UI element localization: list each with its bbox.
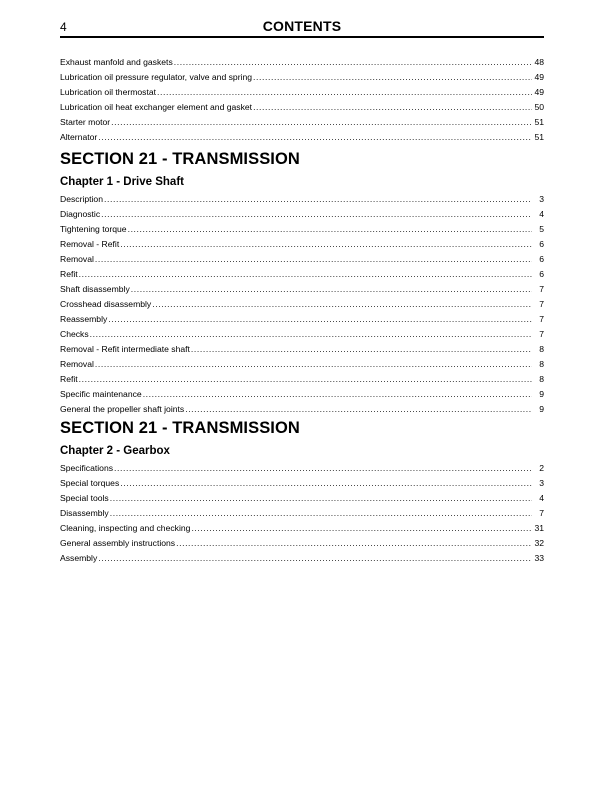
toc-entry-label: Exhaust manfold and gaskets	[60, 57, 173, 67]
leader-dots	[131, 282, 532, 297]
toc-entry-label: Cleaning, inspecting and checking	[60, 523, 191, 533]
toc-entry-label: Tightening torque	[60, 224, 127, 234]
toc-entry[interactable]	[60, 342, 544, 357]
leader-dots	[152, 297, 532, 312]
toc-entry-label: Shaft disassembly	[60, 284, 130, 294]
toc-entry-page: 51	[534, 132, 544, 142]
toc-entry-page: 49	[534, 72, 544, 82]
leader-dots	[90, 327, 532, 342]
leader-dots	[95, 357, 532, 372]
toc-entry-page: 8	[539, 344, 544, 354]
leader-dots	[176, 536, 532, 551]
leader-dots	[79, 267, 532, 282]
toc-entry[interactable]	[60, 55, 544, 70]
toc-entry-page: 3	[539, 478, 544, 488]
toc-entry-page: 7	[539, 284, 544, 294]
toc-entry[interactable]	[60, 506, 544, 521]
toc-entry-label: Removal	[60, 359, 94, 369]
toc-entry-label: Assembly	[60, 553, 98, 563]
toc-continued-block	[60, 55, 544, 145]
toc-entry[interactable]	[60, 100, 544, 115]
leader-dots	[110, 491, 532, 506]
toc-entry[interactable]	[60, 115, 544, 130]
section-title: SECTION 21 - TRANSMISSION	[60, 150, 300, 168]
section-title: SECTION 21 - TRANSMISSION	[60, 419, 300, 437]
toc-entry[interactable]	[60, 357, 544, 372]
toc-entry-label: Specific maintenance	[60, 389, 142, 399]
chapter-title: Chapter 2 - Gearbox	[60, 445, 170, 457]
toc-entry[interactable]	[60, 297, 544, 312]
toc-entry-page: 6	[539, 239, 544, 249]
toc-entry[interactable]	[60, 237, 544, 252]
toc-entry-label: Removal - Refit	[60, 239, 120, 249]
leader-dots	[108, 312, 532, 327]
toc-entry[interactable]	[60, 252, 544, 267]
toc-section-gearbox	[60, 417, 544, 566]
toc-entry-page: 7	[539, 314, 544, 324]
toc-entry[interactable]	[60, 70, 544, 85]
leader-dots	[191, 521, 532, 536]
toc-entry-page: 6	[539, 254, 544, 264]
toc-entry[interactable]	[60, 476, 544, 491]
toc-entry-page: 49	[534, 87, 544, 97]
leader-dots	[111, 115, 532, 130]
leader-dots	[104, 192, 532, 207]
toc-entry-page: 4	[539, 209, 544, 219]
toc-entry-page: 7	[539, 299, 544, 309]
toc-entry[interactable]	[60, 521, 544, 536]
leader-dots	[98, 551, 532, 566]
toc-entry-label: Lubrication oil heat exchanger element and gasket	[60, 102, 253, 112]
toc-entry-label: Refit	[60, 269, 78, 279]
toc-entry-page: 5	[539, 224, 544, 234]
toc-entry-page: 9	[539, 404, 544, 414]
chapter-title: Chapter 1 - Drive Shaft	[60, 176, 184, 188]
leader-dots	[174, 55, 532, 70]
toc-entry[interactable]	[60, 461, 544, 476]
toc-entry-label: Diagnostic	[60, 209, 101, 219]
toc-entry-label: Removal	[60, 254, 94, 264]
toc-entry-page: 9	[539, 389, 544, 399]
toc-entry-page: 32	[534, 538, 544, 548]
toc-entry[interactable]	[60, 491, 544, 506]
toc-section-drive-shaft	[60, 148, 544, 417]
toc-entry-page: 4	[539, 493, 544, 503]
toc-entry[interactable]	[60, 536, 544, 551]
toc-entry-label: General assembly instructions	[60, 538, 176, 548]
toc-entry-label: Starter motor	[60, 117, 111, 127]
toc-entry-label: Description	[60, 194, 103, 204]
toc-entry[interactable]	[60, 282, 544, 297]
page-title: CONTENTS	[262, 18, 342, 34]
toc-entry-label: General the propeller shaft joints	[60, 404, 185, 414]
toc-entry-page: 51	[534, 117, 544, 127]
toc-entry[interactable]	[60, 267, 544, 282]
page-number: 4	[60, 20, 67, 34]
toc-entry-label: Alternator	[60, 132, 98, 142]
toc-entry-label: Reassembly	[60, 314, 108, 324]
toc-entry-page: 8	[539, 359, 544, 369]
toc-entry-label: Special tools	[60, 493, 109, 503]
toc-entry[interactable]	[60, 402, 544, 417]
toc-entry-label: Lubrication oil pressure regulator, valve and spring	[60, 72, 253, 82]
toc-entry-label: Refit	[60, 374, 78, 384]
toc-entry-page: 50	[534, 102, 544, 112]
toc-entry[interactable]	[60, 222, 544, 237]
leader-dots	[191, 342, 532, 357]
leader-dots	[98, 130, 532, 145]
toc-entry[interactable]	[60, 327, 544, 342]
leader-dots	[110, 506, 532, 521]
leader-dots	[253, 70, 532, 85]
toc-entry-page: 33	[534, 553, 544, 563]
toc-entry-label: Lubrication oil thermostat	[60, 87, 157, 97]
leader-dots	[95, 252, 532, 267]
leader-dots	[157, 85, 532, 100]
toc-entry-label: Special torques	[60, 478, 120, 488]
page-header	[60, 18, 544, 38]
leader-dots	[143, 387, 532, 402]
toc-entry-label: Disassembly	[60, 508, 109, 518]
toc-entry-page: 2	[539, 463, 544, 473]
leader-dots	[185, 402, 532, 417]
leader-dots	[120, 476, 532, 491]
leader-dots	[253, 100, 532, 115]
toc-entry[interactable]	[60, 192, 544, 207]
toc-entry-page: 8	[539, 374, 544, 384]
leader-dots	[120, 237, 532, 252]
leader-dots	[128, 222, 532, 237]
toc-entry-page: 7	[539, 329, 544, 339]
toc-entry-label: Crosshead disassembly	[60, 299, 152, 309]
toc-entry[interactable]	[60, 372, 544, 387]
toc-entry-page: 6	[539, 269, 544, 279]
toc-entry[interactable]	[60, 312, 544, 327]
toc-entry[interactable]	[60, 387, 544, 402]
toc-entry-page: 31	[534, 523, 544, 533]
toc-entry-label: Specifications	[60, 463, 114, 473]
leader-dots	[79, 372, 532, 387]
toc-entry[interactable]	[60, 207, 544, 222]
toc-entry-page: 7	[539, 508, 544, 518]
toc-entry-label: Checks	[60, 329, 89, 339]
toc-entry-page: 48	[534, 57, 544, 67]
toc-entry[interactable]	[60, 85, 544, 100]
toc-entry[interactable]	[60, 551, 544, 566]
leader-dots	[114, 461, 532, 476]
toc-entry-label: Removal - Refit intermediate shaft	[60, 344, 190, 354]
leader-dots	[101, 207, 532, 222]
toc-entry-page: 3	[539, 194, 544, 204]
toc-entry[interactable]	[60, 130, 544, 145]
